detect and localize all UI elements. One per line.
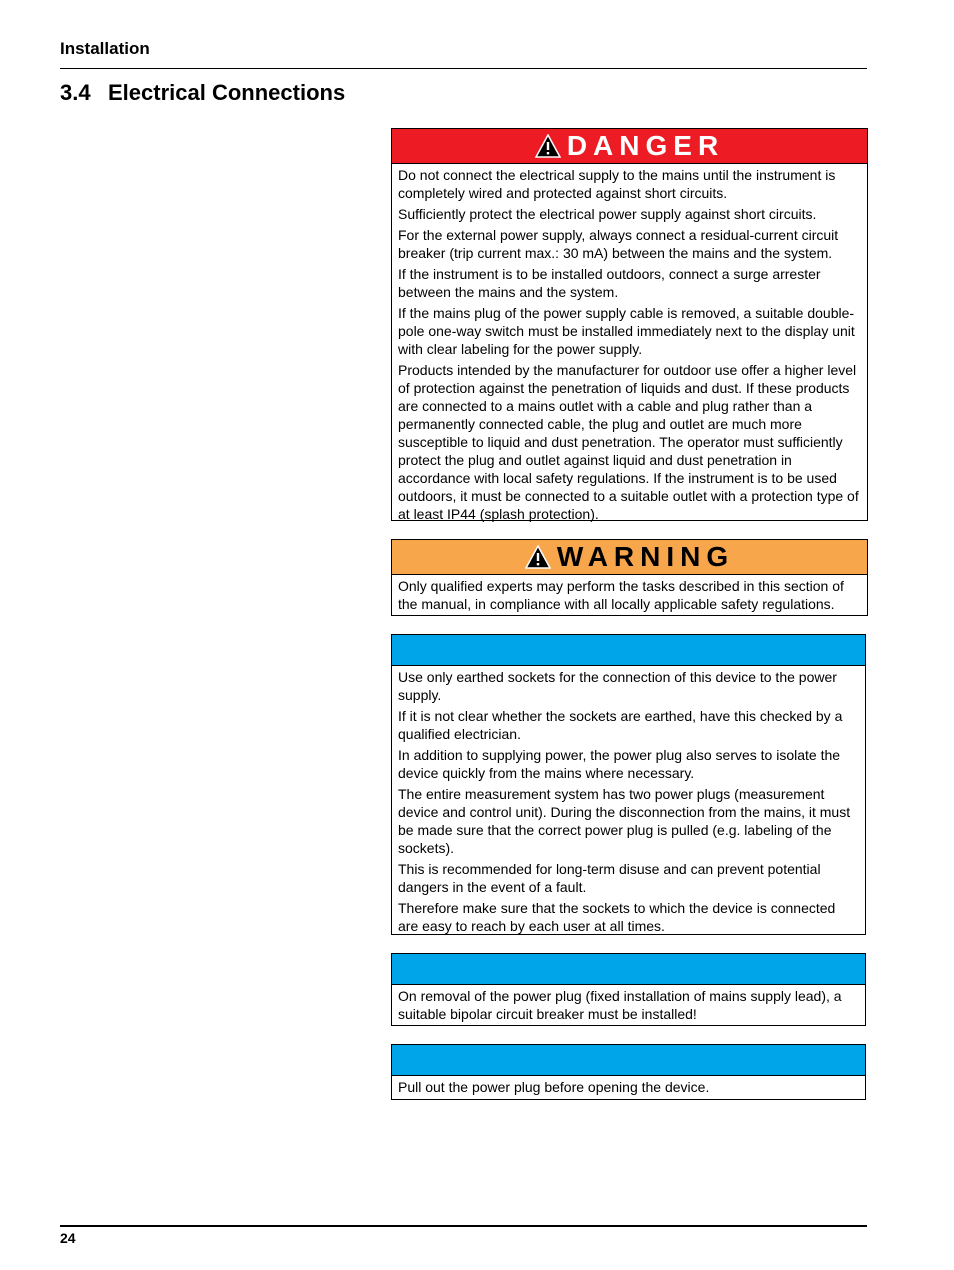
danger-paragraph: If the mains plug of the power supply cable is removed, a suitable double-pole one-way switch must be installed immediately next to the display unit with clear labeling for the power supply. <box>398 305 855 357</box>
note-body <box>392 1076 865 1096</box>
note-box <box>391 634 866 935</box>
note-paragraph: The entire measurement system has two power plugs (measurement device and control unit). During the disconnection from the mains, it must be made sure that the correct power plug is pulled (e.g. labeling of the sockets). <box>398 786 851 856</box>
warning-label: WARNING <box>556 541 735 572</box>
note-header <box>392 635 865 666</box>
footer-rule <box>60 1225 867 1227</box>
note-box <box>391 953 866 1026</box>
running-header: Installation <box>60 39 150 58</box>
warning-header <box>392 540 867 575</box>
note-paragraph: Use only earthed sockets for the connection of this device to the power supply. <box>398 669 837 703</box>
danger-paragraph: If the instrument is to be installed outdoors, connect a surge arrester between the mains and the system. <box>398 266 821 300</box>
note-paragraph: On removal of the power plug (fixed installation of mains supply lead), a suitable bipolar circuit breaker must be installed! <box>398 988 842 1022</box>
note-paragraph: Therefore make sure that the sockets to which the device is connected are easy to reach by each user at all times. <box>398 900 836 934</box>
danger-paragraph: For the external power supply, always connect a residual-current circuit breaker (trip current max.: 30 mA) between the mains and the system. <box>398 227 839 261</box>
section-number: 3.4 <box>60 80 91 105</box>
note-box <box>391 1044 866 1100</box>
warning-triangle-icon <box>535 134 561 158</box>
danger-body <box>392 164 867 523</box>
section-heading <box>60 80 345 106</box>
danger-paragraph: Products intended by the manufacturer for outdoor use offer a higher level of protection against the penetration of liquids and dust. If these products are connected to a mains outlet with a cable and plug rather than a permanently connected cable, the plug and outlet are much more susceptible to liquid and dust penetration. The operator must sufficiently protect the plug and outlet against liquid and dust penetration in accordance with local safety regulations. If the instrument is to be used outdoors, it must be connected to a suitable outlet with a protection type of at least IP44 (splash protection). <box>398 362 859 522</box>
note-body <box>392 666 865 935</box>
danger-paragraph: Sufficiently protect the electrical power supply against short circuits. <box>398 206 817 222</box>
warning-box <box>391 539 868 616</box>
note-paragraph: In addition to supplying power, the power plug also serves to isolate the device quickly from the mains where necessary. <box>398 747 841 781</box>
note-header <box>392 954 865 985</box>
warning-body <box>392 575 867 613</box>
warning-triangle-icon <box>525 545 551 569</box>
note-paragraph: This is recommended for long-term disuse and can prevent potential dangers in the event of a fault. <box>398 861 821 895</box>
danger-header <box>392 129 867 164</box>
note-body <box>392 985 865 1023</box>
page-number: 24 <box>60 1230 76 1246</box>
note-paragraph: Pull out the power plug before opening the device. <box>398 1079 710 1095</box>
note-paragraph: If it is not clear whether the sockets are earthed, have this checked by a qualified electrician. <box>398 708 843 742</box>
note-header <box>392 1045 865 1076</box>
warning-paragraph: Only qualified experts may perform the tasks described in this section of the manual, in compliance with all locally applicable safety regulations. <box>398 578 844 612</box>
section-title: Electrical Connections <box>108 80 346 105</box>
danger-box <box>391 128 868 521</box>
danger-paragraph: Do not connect the electrical supply to the mains until the instrument is completely wired and protected against short circuits. <box>398 167 836 201</box>
header-rule <box>60 68 867 69</box>
danger-label: DANGER <box>566 130 725 161</box>
